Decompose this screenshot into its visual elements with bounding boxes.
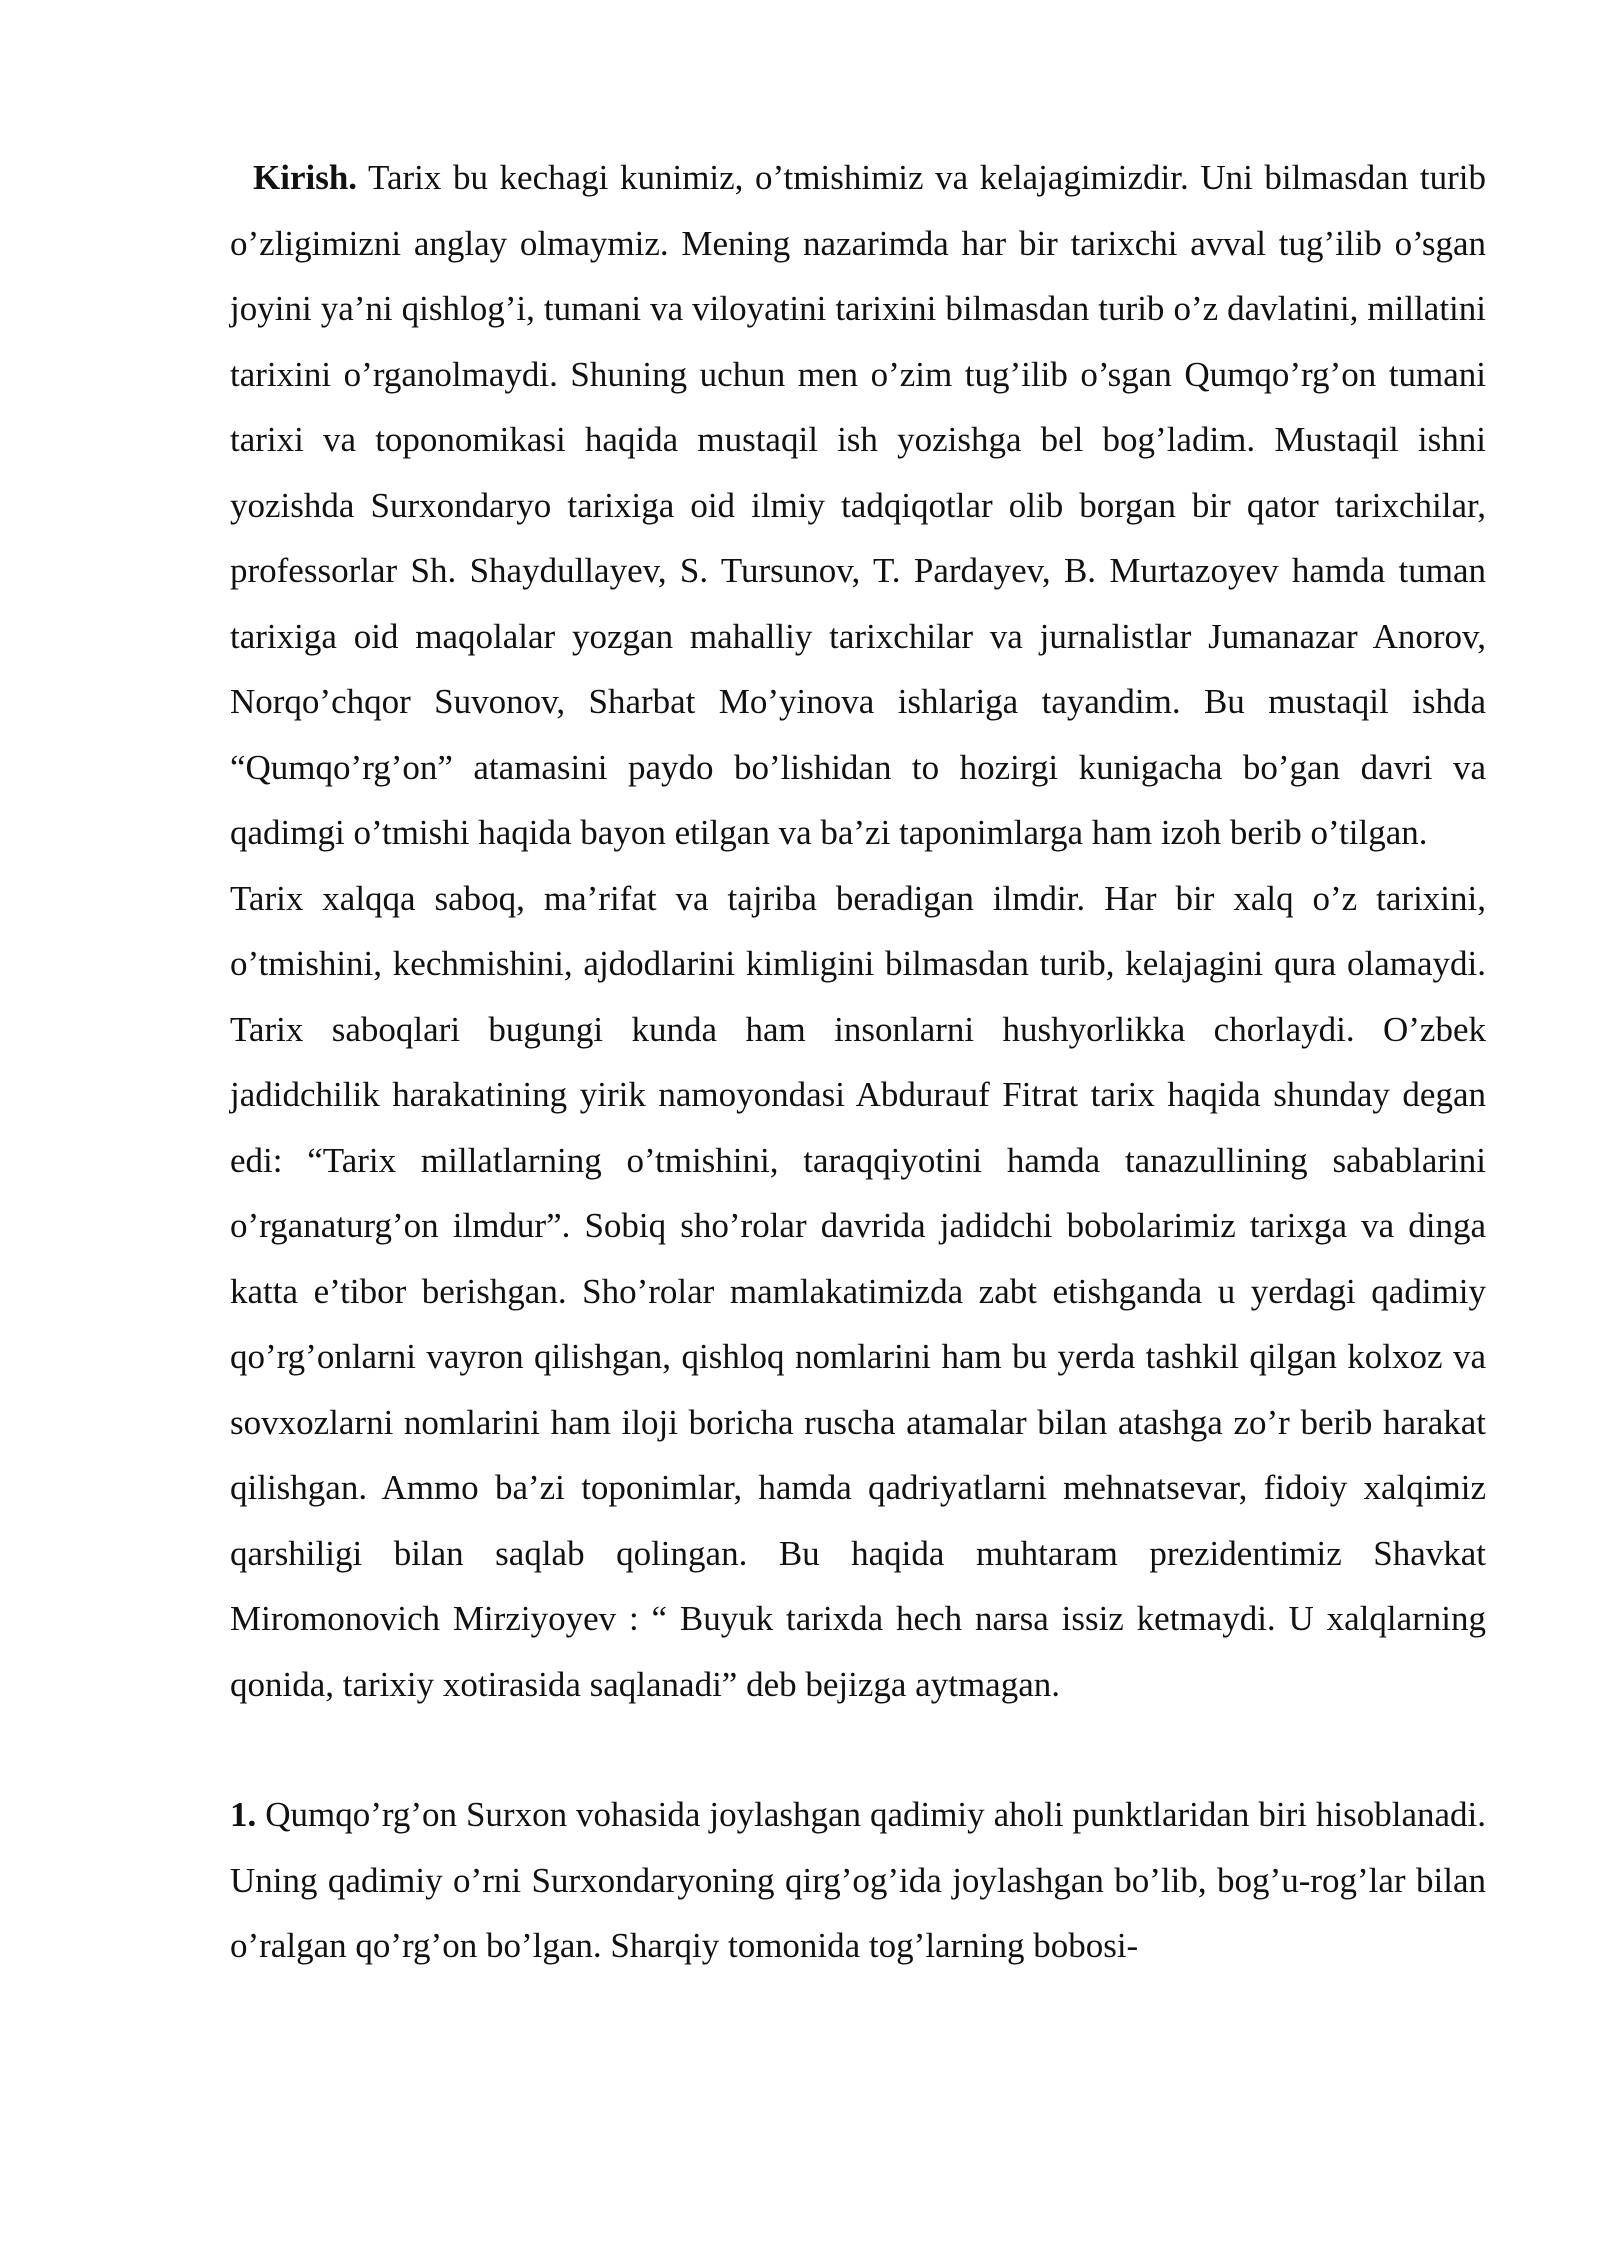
section-1-paragraph	[230, 1782, 1486, 1979]
document-page	[230, 145, 1486, 1979]
section-1-number: 1.	[230, 1795, 257, 1834]
history-paragraph: Tarix xalqqa saboq, ma’rifat va tajriba beradigan ilmdir. Har bir xalq o’z tarixini, o’tmishini, kechmishini, ajdodlarini kimligini bilmasdan turib, kelajagini qura olamaydi. Tarix saboqlari bugungi kunda ham insonlarni hushyorlikka chorlaydi. O’zbek jadidchilik harakatining yirik namoyondasi Abdurauf Fitrat tarix haqida shunday degan edi: “Tarix millatlarning o’tmishini, taraqqiyotini hamda tanazullining sabablarini o’rganaturg’on ilmdur”. Sobiq sho’rolar davrida jadidchi bobolarimiz tarixga va dinga katta e’tibor berishgan. Sho’rolar mamlakatimizda zabt etishganda u yerdagi qadimiy qo’rg’onlarni vayron qilishgan, qishloq nomlarini ham bu yerda tashkil qilgan kolxoz va sovxozlarni nomlarini ham iloji boricha ruscha atamalar bilan atashga zo’r berib harakat qilishgan. Ammo ba’zi toponimlar, hamda qadriyatlarni mehnatsevar, fidoiy xalqimiz qarshiligi bilan saqlab qolingan. Bu haqida muhtaram prezidentimiz Shavkat Miromonovich Mirziyoyev : “ Buyuk tarixda hech narsa issiz ketmaydi. U xalqlarning qonida, tarixiy xotirasida saqlanadi” deb bejizga aytmagan.	[230, 878, 1486, 1704]
paragraph-spacer	[230, 1717, 1486, 1782]
intro-paragraph	[230, 145, 1486, 866]
intro-text: Tarix bu kechagi kunimiz, o’tmishimiz va kelajagimizdir. Uni bilmasdan turib o’zligimizni anglay olmaymiz. Mening nazarimda har bir tarixchi avval tug’ilib o’sgan joyini ya’ni qishlog’i, tumani va viloyatini tarixini bilmasdan turib o’z davlatini, millatini tarixini o’rganolmaydi. Shuning uchun men o’zim tug’ilib o’sgan Qumqo’rg’on tumani tarixi va toponomikasi haqida mustaqil ish yozishga bel bog’ladim. Mustaqil ishni yozishda Surxondaryo tarixiga oid ilmiy tadqiqotlar olib borgan bir qator tarixchilar, professorlar Sh. Shaydullayev, S. Tursunov, T. Pardayev, B. Murtazoyev hamda tuman tarixiga oid maqolalar yozgan mahalliy tarixchilar va jurnalistlar Jumanazar Anorov, Norqo’chqor Suvonov, Sharbat Mo’yinova ishlariga tayandim. Bu mustaqil ishda “Qumqo’rg’on” atamasini paydo bo’lishidan to hozirgi kunigacha bo’gan davri va qadimgi o’tmishi haqida bayon etilgan va ba’zi taponimlarga ham izoh berib o’tilgan.	[230, 158, 1486, 852]
section-1-text: Qumqo’rg’on Surxon vohasida joylashgan qadimiy aholi punktlaridan biri hisoblanadi. Uning qadimiy o’rni Surxondaryoning qirg’og’ida joylashgan bo’lib, bog’u-rog’lar bilan o’ralgan qo’rg’on bo’lgan. Sharqiy tomonida tog’larning bobosi-	[230, 1795, 1486, 1965]
intro-heading: Kirish.	[253, 158, 358, 197]
